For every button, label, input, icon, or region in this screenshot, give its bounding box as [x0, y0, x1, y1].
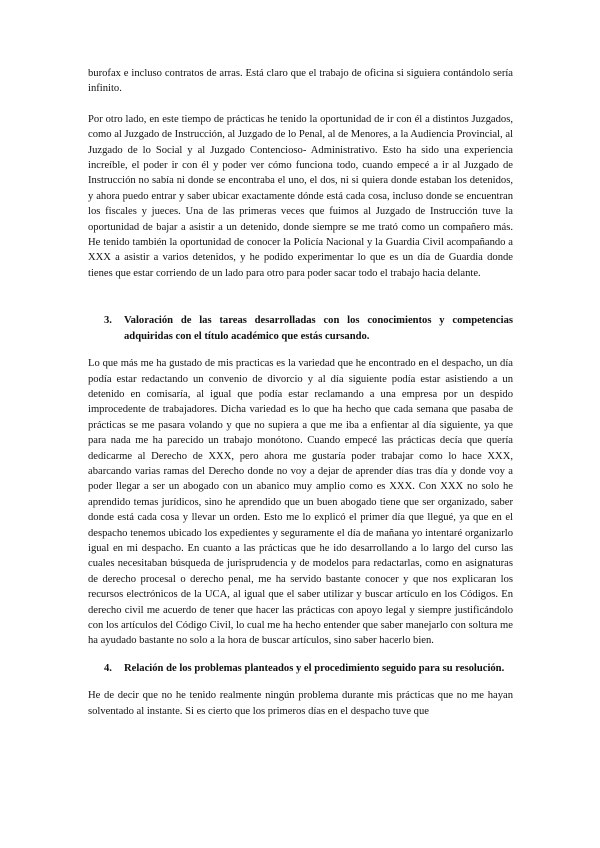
paragraph-intro-continuation: burofax e incluso contratos de arras. Está claro que el trabajo de oficina si siguiera contándolo sería infinito. — [88, 68, 513, 95]
section-number: 3. — [104, 315, 112, 327]
document-body — [88, 66, 513, 719]
section-number: 4. — [104, 662, 112, 674]
section-title: Valoración de las tareas desarrolladas con los conocimientos y competencias adquiridas con el título académico que estás cursando. — [124, 315, 513, 342]
paragraph-juzgados: Por otro lado, en este tiempo de prácticas he tenido la oportunidad de ir con él a distintos Juzgados, como al Juzgado de Instrucción, al Juzgado de lo Penal, al de Menores, a la Audiencia Provincial, al Juzgado de lo Social y al Juzgado Contencioso- Administrativo. Esto ha sido una experiencia increíble, el poder ir con él y poder ver cómo funciona todo, cuando empecé a ir al Juzgado de Instrucción no sabía ni donde se encontraba el uno, el dos, ni si quiera donde estaban los detenidos, y ahora puedo entrar y saber ubicar exactamente dónde está cada cosa, incluso donde se encuentran los fiscales y jueces. Una de las primeras veces que fuimos al Juzgado de Instrucción tuve la oportunidad de bajar a asistir a un detenido, donde siempre se me trató como un compañero más. He tenido también la oportunidad de conocer la Policía Nacional y la Guardia Civil acompañando a XXX a asistir a varios detenidos, y he podido experimentar lo que es un día de Guardia donde tienes que estar corriendo de un lado para otro para poder sacar todo el trabajo hacia delante. — [88, 113, 513, 279]
section-heading-4 — [104, 661, 513, 676]
paragraph-valoracion: Lo que más me ha gustado de mis practicas es la variedad que he encontrado en el despacho, un día podía estar redactando un convenio de divorcio y al día siguiente podía estar asistiendo a un detenido en comisaría, al igual que podía estar reclamando a una empresa por un despido improcedente de trabajadores. Dicha variedad es lo que ha hecho que cada semana que pasaba de prácticas se me pasara volando y que no supiera a que me iba a enfientar al día siguiente, ya que para nada me ha parecido un trabajo monótono. Cuando empecé las prácticas decía que quería dedicarme al Derecho de XXX, pero ahora me gustaría poder trabajar como lo hace XXX, abarcando varias ramas del Derecho donde no voy a dejar de aprender días tras día y donde voy a poder llegar a ser un abogado con un abanico muy amplio como es XXX. Con XXX no solo he aprendido temas jurídicos, sino he aprendido que un buen abogado tiene que ser organizado, saber donde está cada cosa y llevar un orden. Esto me lo explicó el primer día que llegué, ya que en el despacho tenemos ubicado los expedientes y seguramente el día de mañana yo intentaré organizarlo igual en mi despacho. En cuanto a las prácticas que he ido desarrollando a lo largo del curso las cuales necesitaban búsqueda de jurisprudencia y de modelos para redactarlas, como en asignaturas de derecho procesal o derecho penal, me ha servido bastante conocer y que nos explicaran los recursos electrónicos de la UCA, al igual que el saber utilizar y buscar artículo en los Códigos. En derecho civil me acuerdo de tener que hacer las prácticas con apoyo legal y siempre justificándolo con los artículos del Código Civil, lo cual me ha hecho entender que saber manejarlo con soltura me ha ayudado bastante no solo a la hora de buscar artículos, sino saber hacerlo bien. — [88, 358, 513, 647]
section-title: Relación de los problemas planteados y el procedimiento seguido para su resolución. — [124, 662, 505, 674]
paragraph-problemas: He de decir que no he tenido realmente ningún problema durante mis prácticas que no me hayan solventado al instante. Si es cierto que los primeros días en el despacho tuve que — [88, 690, 513, 717]
section-heading-3 — [104, 313, 513, 344]
